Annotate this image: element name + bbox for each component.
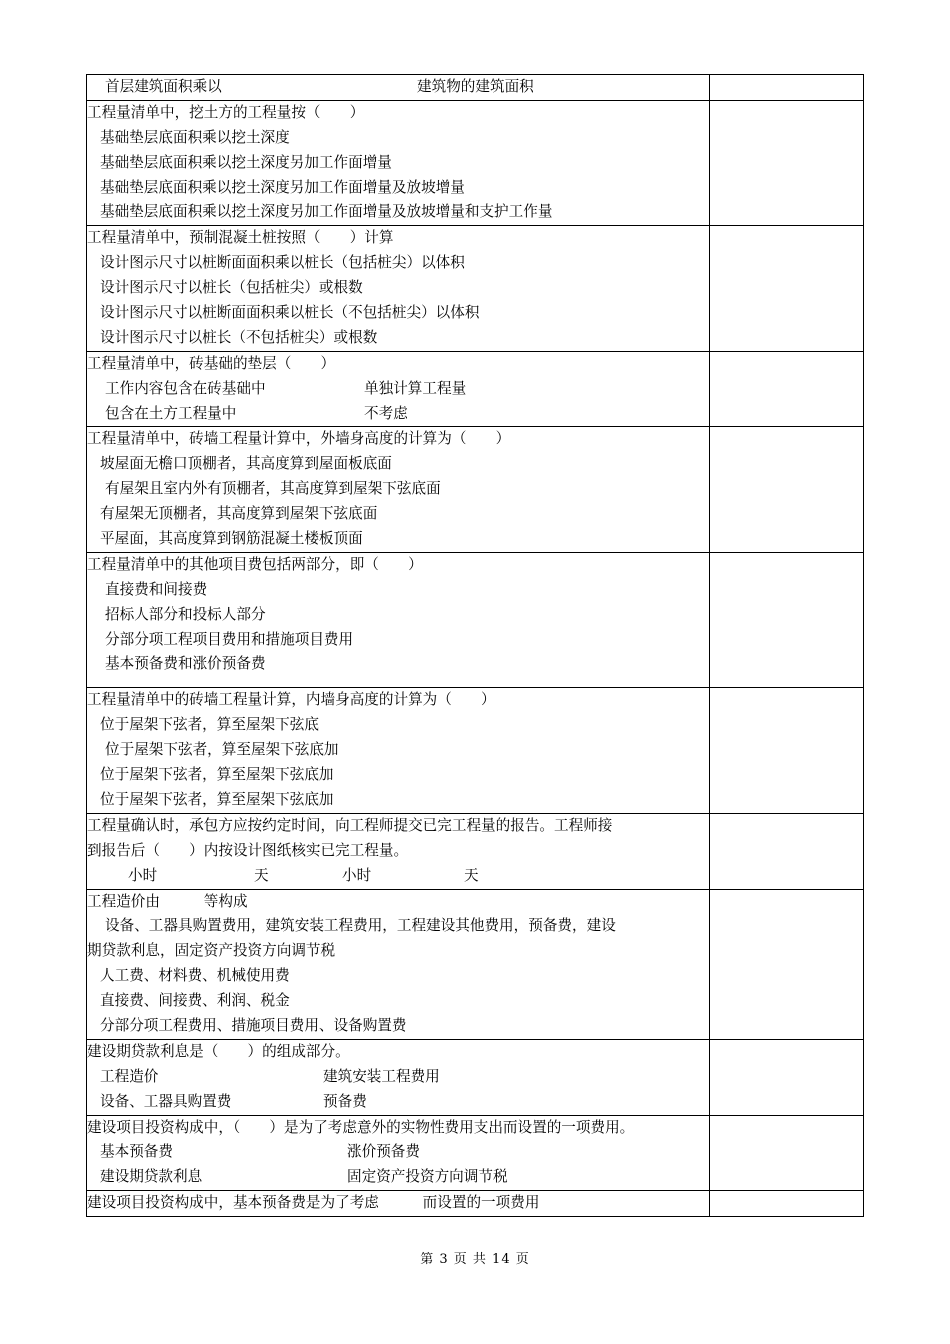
option-pair [87,1165,709,1190]
question-cell [87,889,710,1039]
option-text: 坡屋面无檐口顶棚者，其高度算到屋面板底面 [100,455,392,473]
question-stem: 工程量清单中，预制混凝土桩按照（ ）计算 [87,229,394,247]
question-cell [87,688,710,813]
question-stem: 工程量清单中的砖墙工程量计算，内墙身高度的计算为（ ） [87,691,496,709]
question-stem: 建设项目投资构成中，（ ）是为了考虑意外的实物性费用支出而设置的一项费用。 [87,1118,635,1136]
option-text: 设计图示尺寸以桩长（不包括桩尖）或根数 [100,328,378,346]
answer-cell[interactable] [710,427,864,552]
question-stem: 工程量确认时，承包方应按约定时间，向工程师提交已完工程量的报告。工程师接 [87,816,613,834]
option-text: 设计图示尺寸以桩断面面积乘以桩长（不包括桩尖）以体积 [100,304,480,322]
option-text: 基础垫层底面积乘以挖土深度另加工作面增量及放坡增量和支护工作量 [100,203,553,221]
option-text: 建筑物的建筑面积 [417,78,534,95]
option-text: 设计图示尺寸以桩长（包括桩尖）或根数 [100,279,363,297]
answer-cell[interactable] [710,813,864,889]
question-cell [87,351,710,427]
answer-cell[interactable] [710,75,864,101]
answer-cell[interactable] [710,552,864,687]
question-cell [87,75,710,101]
answer-cell[interactable] [710,1115,864,1191]
question-stem: 建设期贷款利息是（ ）的组成部分。 [87,1042,350,1060]
option-text: 分部分项工程费用、措施项目费用、设备购置费 [100,1016,407,1034]
answer-cell[interactable] [710,1191,864,1217]
option-text: 基础垫层底面积乘以挖土深度另加工作面增量及放坡增量 [100,178,465,196]
option-text: 不考虑 [364,404,408,422]
page-number: 第 3 页 共 14 页 [420,1252,530,1267]
option-text: 小时 [342,866,372,884]
option-text: 固定资产投资方向调节税 [347,1168,508,1186]
question-row [87,1115,864,1191]
question-row [87,813,864,889]
question-row [87,1191,864,1217]
option-text: 包含在土方工程量中 [105,404,237,422]
option-text: 有屋架无顶棚者，其高度算到屋架下弦底面 [100,505,378,523]
option-units [87,864,709,889]
question-stem: 工程量清单中，砖墙工程量计算中，外墙身高度的计算为（ ） [87,430,511,448]
answer-cell[interactable] [710,889,864,1039]
option-text: 设计图示尺寸以桩断面面积乘以桩长（包括桩尖）以体积 [100,254,465,272]
option-text: 小时 [128,866,158,884]
question-cell [87,552,710,687]
question-row [87,100,864,225]
option-text: 涨价预备费 [347,1143,420,1161]
question-stem: 工程造价由 等构成 [87,892,248,910]
option-text: 直接费、间接费、利润、税金 [100,992,290,1010]
option-text: 基本预备费 [100,1143,173,1161]
question-table [86,74,864,1217]
option-text: 分部分项工程项目费用和措施项目费用 [105,630,354,648]
answer-cell[interactable] [710,100,864,225]
option-text: 天 [464,866,479,884]
question-stem: 到报告后（ ）内按设计图纸核实已完工程量。 [87,841,409,859]
answer-cell[interactable] [710,688,864,813]
question-row [87,688,864,813]
option-text: 基础垫层底面积乘以挖土深度另加工作面增量 [100,153,392,171]
question-cell [87,226,710,351]
option-pair [87,1140,709,1165]
option-pair [87,377,709,402]
question-row [87,351,864,427]
option-text: 设备、工器具购置费 [100,1092,232,1110]
option-text: 直接费和间接费 [105,580,208,598]
option-text: 人工费、材料费、机械使用费 [100,967,290,985]
question-row [87,889,864,1039]
option-pair [87,402,709,427]
option-text: 招标人部分和投标人部分 [105,605,266,623]
question-row [87,75,864,101]
option-text: 期贷款利息，固定资产投资方向调节税 [87,942,336,960]
option-text: 基础垫层底面积乘以挖土深度 [100,128,290,146]
question-cell [87,813,710,889]
question-cell [87,1039,710,1115]
option-text: 平屋面，其高度算到钢筋混凝土楼板顶面 [100,530,363,548]
question-cell [87,427,710,552]
option-text: 预备费 [323,1092,367,1110]
answer-cell[interactable] [710,226,864,351]
option-pair [87,75,709,100]
question-row [87,226,864,351]
option-text: 天 [254,866,269,884]
cell-spacer [87,677,709,687]
option-text: 位于屋架下弦者，算至屋架下弦底 [100,716,319,734]
option-text: 建设期贷款利息 [100,1168,203,1186]
question-row [87,552,864,687]
answer-cell[interactable] [710,351,864,427]
option-pair [87,1090,709,1115]
question-cell [87,100,710,225]
answer-cell[interactable] [710,1039,864,1115]
option-text: 单独计算工程量 [364,379,467,397]
question-stem: 工程量清单中，挖土方的工程量按（ ） [87,103,365,121]
option-text: 建筑安装工程费用 [323,1067,440,1085]
option-text: 位于屋架下弦者，算至屋架下弦底加 [100,790,334,808]
question-row [87,427,864,552]
option-pair [87,1065,709,1090]
question-row [87,1039,864,1115]
question-stem: 工程量清单中，砖基础的垫层（ ） [87,354,336,372]
option-text: 有屋架且室内外有顶棚者，其高度算到屋架下弦底面 [105,480,441,498]
option-text: 首层建筑面积乘以 [105,78,222,95]
question-cell [87,1115,710,1191]
option-text: 位于屋架下弦者，算至屋架下弦底加 [105,741,339,759]
option-text: 工作内容包含在砖基础中 [105,379,266,397]
question-stem: 工程量清单中的其他项目费包括两部分，即（ ） [87,555,423,573]
option-text: 位于屋架下弦者，算至屋架下弦底加 [100,766,334,784]
question-stem: 建设项目投资构成中，基本预备费是为了考虑 而设置的一项费用 [87,1194,540,1212]
option-text: 基本预备费和涨价预备费 [105,655,266,673]
question-cell [87,1191,710,1217]
option-text: 工程造价 [100,1067,159,1085]
option-text: 设备、工器具购置费用，建筑安装工程费用，工程建设其他费用，预备费，建设 [105,917,616,935]
